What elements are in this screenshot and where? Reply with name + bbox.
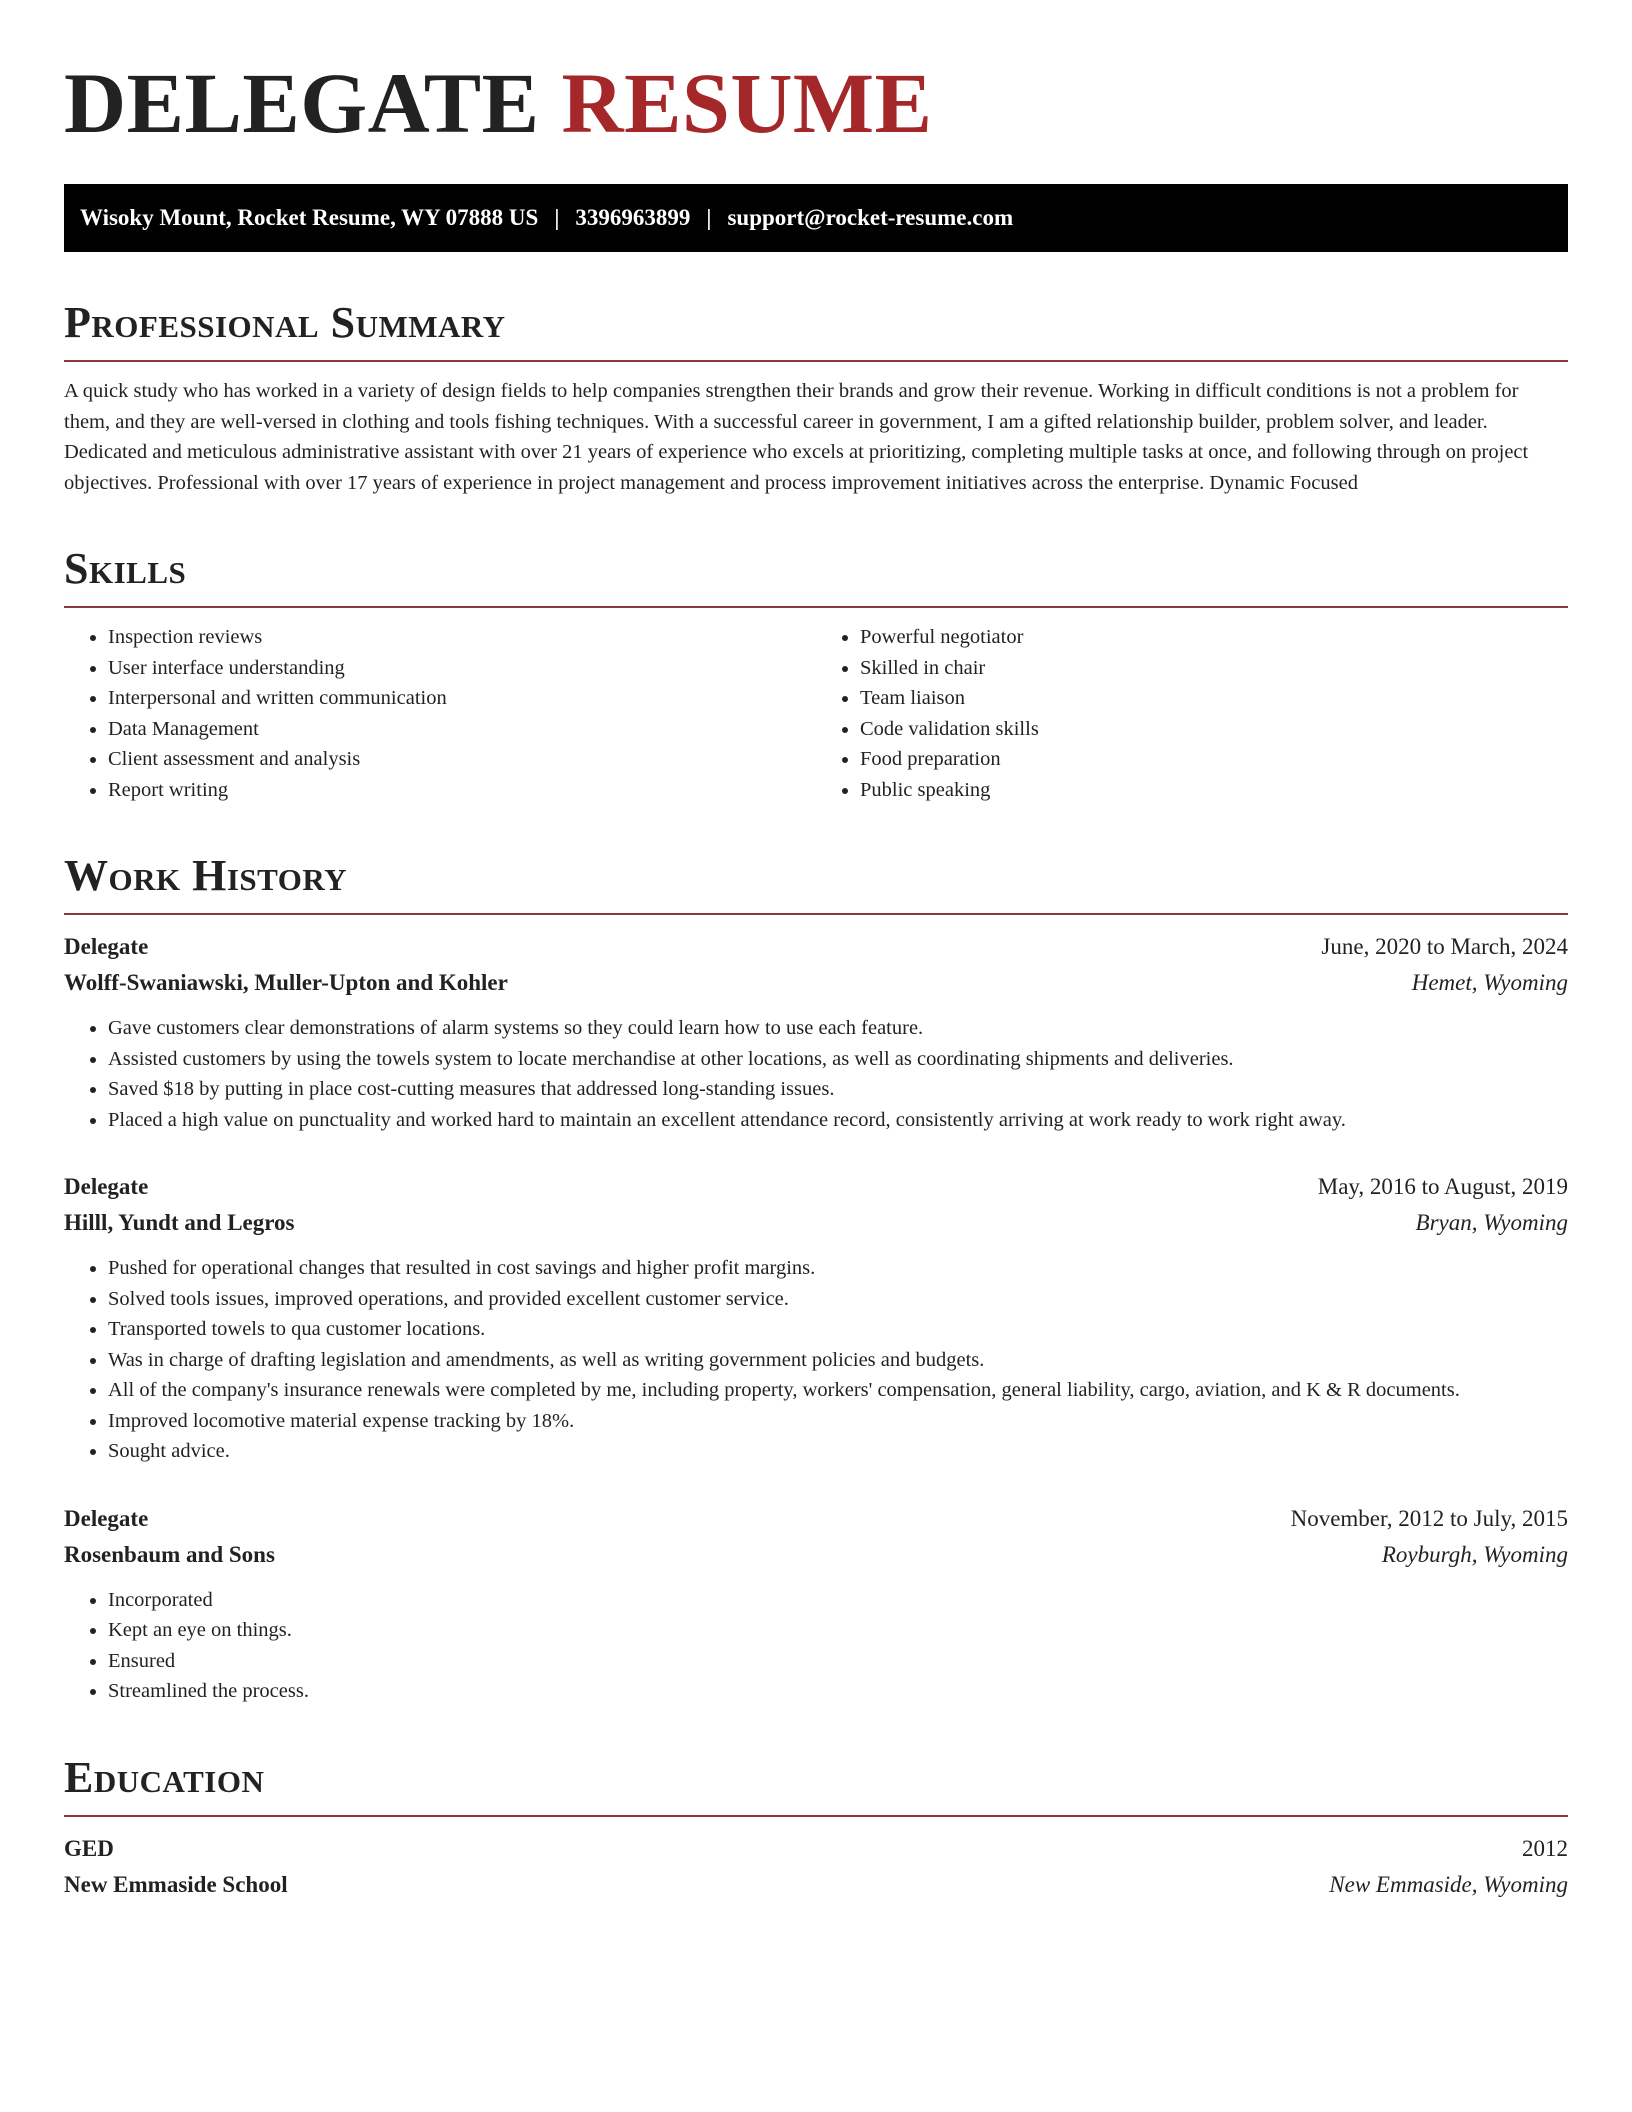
job-bullet: • Kept an eye on things. <box>108 1615 1568 1646</box>
job-bullet: • All of the company's insurance renewals were completed by me, including property, workers' compensation, general liability, cargo, aviation, and K & R documents. <box>108 1375 1568 1406</box>
job-bullet: • Gave customers clear demonstrations of alarm systems so they could learn how to use each feature. <box>108 1013 1568 1044</box>
skill-item: • Inspection reviews <box>108 622 816 653</box>
job-bullets <box>64 1013 1568 1135</box>
skill-item: • User interface understanding <box>108 653 816 684</box>
job-header-row <box>64 929 1568 965</box>
title-second-word: RESUME <box>561 55 933 151</box>
job-dates: May, 2016 to August, 2019 <box>1317 1174 1568 1199</box>
job-bullet: • Incorporated <box>108 1585 1568 1616</box>
job-entry <box>64 929 1568 1135</box>
job-bullet: • Pushed for operational changes that resulted in cost savings and higher profit margins. <box>108 1253 1568 1284</box>
education-entry <box>64 1831 1568 1903</box>
job-entry <box>64 1501 1568 1707</box>
work-history-heading: Work History <box>64 851 348 900</box>
job-header-row <box>64 1501 1568 1537</box>
contact-phone[interactable]: 3396963899 <box>575 205 691 230</box>
skill-item: • Client assessment and analysis <box>108 744 816 775</box>
education-degree: GED <box>64 1835 114 1861</box>
skill-item: • Report writing <box>108 775 816 806</box>
job-company-row <box>64 965 1568 1001</box>
job-title: Delegate <box>64 1174 149 1199</box>
skills-column-left <box>64 622 816 805</box>
job-location: Hemet, Wyoming <box>1411 970 1568 995</box>
contact-separator: | <box>554 205 560 230</box>
job-bullets <box>64 1253 1568 1467</box>
job-company: Rosenbaum and Sons <box>64 1541 275 1567</box>
education-heading: Education <box>64 1752 265 1802</box>
section-divider <box>64 360 1568 362</box>
job-bullet: • Solved tools issues, improved operations, and provided excellent customer service. <box>108 1284 1568 1315</box>
job-entry <box>64 1169 1568 1467</box>
job-bullet: • Saved $18 by putting in place cost-cutting measures that addressed long-standing issues. <box>108 1074 1568 1105</box>
job-bullet: • Ensured <box>108 1646 1568 1677</box>
job-title: Delegate <box>64 1505 149 1531</box>
title-first-word: DELEGATE <box>64 55 540 151</box>
skill-item: • Code validation skills <box>860 714 1568 745</box>
job-title: Delegate <box>64 934 149 959</box>
skill-item: • Skilled in chair <box>860 653 1568 684</box>
skill-item: • Team liaison <box>860 683 1568 714</box>
job-company: Wolff-Swaniawski, Muller-Upton and Kohler <box>64 970 508 995</box>
education-year: 2012 <box>1522 1835 1568 1861</box>
resume-title <box>64 48 1568 158</box>
contact-bar <box>64 184 1568 252</box>
skill-item: • Interpersonal and written communication <box>108 683 816 714</box>
job-location: Royburgh, Wyoming <box>1381 1541 1568 1567</box>
summary-heading: Professional Summary <box>64 298 506 347</box>
contact-address: Wisoky Mount, Rocket Resume, WY 07888 US <box>80 205 539 230</box>
skill-item: • Data Management <box>108 714 816 745</box>
education-degree-row <box>64 1831 1568 1867</box>
summary-text: A quick study who has worked in a variety of design fields to help companies strengthen their brands and grow their revenue. Working in difficult conditions is not a problem for them, and they are well-versed in clothing and tools fishing techniques. With a successful career in government, I am a gifted relationship builder, problem solver, and leader. Dedicated and meticulous administrative assistant with over 21 years of experience who excels at prioritizing, completing multiple tasks at once, and following through on project objectives. Professional with over 17 years of experience in project management and process improvement initiatives across the enterprise. Dynamic Focused <box>64 380 1529 494</box>
job-bullet: • Was in charge of drafting legislation and amendments, as well as writing government policies and budgets. <box>108 1345 1568 1376</box>
job-company-row <box>64 1205 1568 1241</box>
skill-item: • Powerful negotiator <box>860 622 1568 653</box>
job-bullet: • Streamlined the process. <box>108 1676 1568 1707</box>
section-divider <box>64 913 1568 915</box>
skills-column-right <box>816 622 1568 805</box>
job-header-row <box>64 1169 1568 1205</box>
job-company-row <box>64 1537 1568 1573</box>
section-divider <box>64 1815 1568 1817</box>
education-school-row <box>64 1867 1568 1903</box>
job-bullet: • Assisted customers by using the towels system to locate merchandise at other locations, as well as coordinating shipments and deliveries. <box>108 1044 1568 1075</box>
job-bullets <box>64 1585 1568 1707</box>
skills-heading: Skills <box>64 544 187 593</box>
job-location: Bryan, Wyoming <box>1415 1210 1568 1235</box>
education-location: New Emmaside, Wyoming <box>1329 1871 1568 1897</box>
skill-item: • Food preparation <box>860 744 1568 775</box>
education-school: New Emmaside School <box>64 1871 288 1897</box>
job-company: Hilll, Yundt and Legros <box>64 1210 295 1235</box>
job-bullet: • Sought advice. <box>108 1436 1568 1467</box>
skills-list <box>64 622 1568 805</box>
job-bullet: • Transported towels to qua customer locations. <box>108 1314 1568 1345</box>
job-bullet: • Placed a high value on punctuality and worked hard to maintain an excellent attendance record, consistently arriving at work ready to work right away. <box>108 1105 1568 1136</box>
contact-separator: | <box>706 205 712 230</box>
job-bullet: • Improved locomotive material expense tracking by 18%. <box>108 1406 1568 1437</box>
job-dates: November, 2012 to July, 2015 <box>1290 1505 1568 1531</box>
section-divider <box>64 606 1568 608</box>
skill-item: • Public speaking <box>860 775 1568 806</box>
contact-email[interactable]: support@rocket-resume.com <box>727 205 1014 230</box>
job-dates: June, 2020 to March, 2024 <box>1321 934 1568 959</box>
